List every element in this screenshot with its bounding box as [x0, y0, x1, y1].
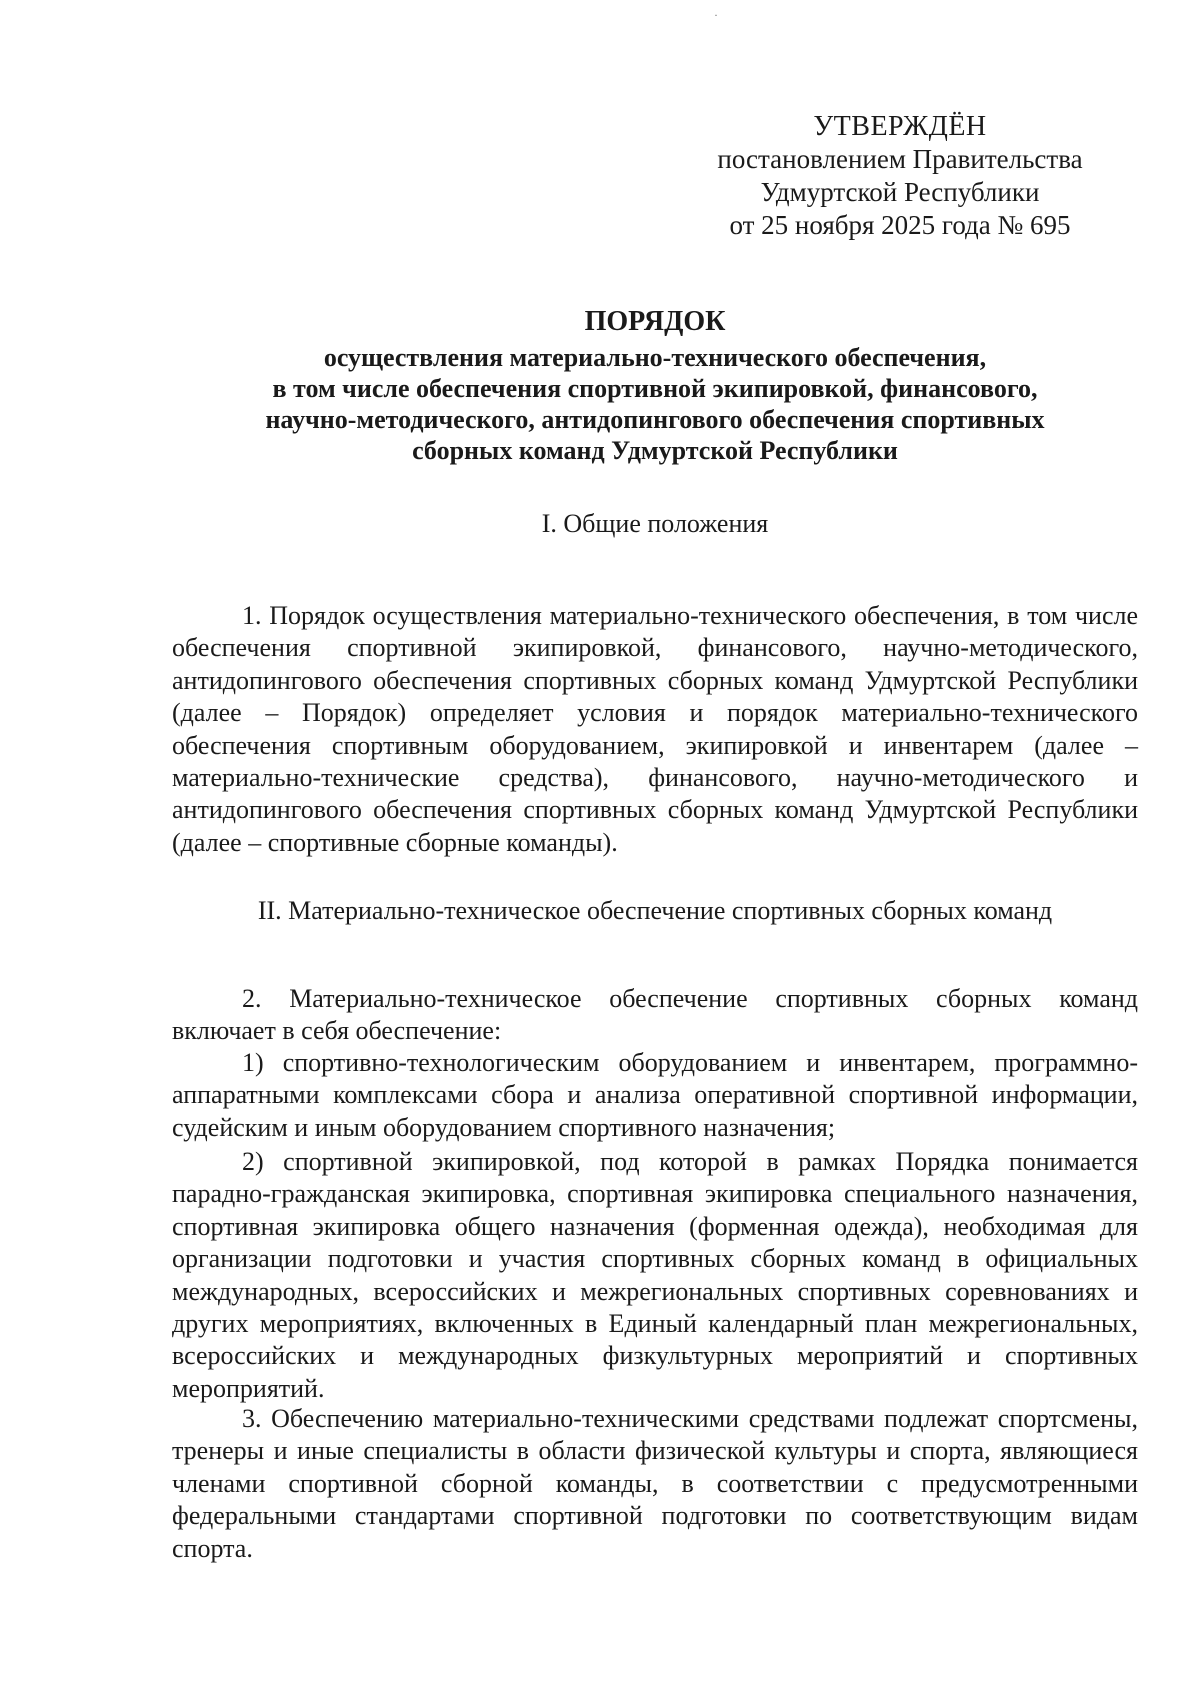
approval-heading: УТВЕРЖДЁН — [813, 111, 987, 142]
document-title-main: ПОРЯДОК — [584, 306, 726, 337]
paragraph-3: 3. Обеспечению материально-техническими средствами подлежат спортсмены, тренеры и иные специалисты в области физической культуры и спорта, являющиеся членами спортивной сборной команды, в соответствии с предусмотренными федеральными стандартами спортивной подготовки по соответствующим видам спорта. — [172, 1404, 1138, 1563]
scan-speck: · — [714, 8, 718, 22]
document-subtitle-line-1: осуществления материально-технического обеспечения, — [323, 343, 987, 372]
approval-line-1: постановлением Правительства — [717, 144, 1083, 174]
section-2-heading: II. Материально-техническое обеспечение спортивных сборных команд — [257, 896, 1053, 925]
section-1-heading: I. Общие положения — [541, 509, 769, 538]
document-title — [160, 306, 1150, 466]
document-subtitle-line-2: в том числе обеспечения спортивной экипировкой, финансового, — [272, 374, 1038, 403]
paragraph-2: 2. Материально-техническое обеспечение спортивных сборных команд включает в себя обеспечение: — [172, 984, 1138, 1046]
paragraph-1: 1. Порядок осуществления материально-технического обеспечения, в том числе обеспечения спортивной экипировкой, финансового, научно-методического, антидопингового обеспечения спортивных сборных команд Удмуртской Республики (далее – Порядок) определяет условия и порядок материально-технического обеспечения спортивным оборудованием, экипировкой и инвентарем (далее – материально-технические средства), финансового, научно-методического и антидопингового обеспечения спортивных сборных команд Удмуртской Республики (далее – спортивные сборные команды). — [172, 601, 1138, 857]
approval-line-3: от 25 ноября 2025 года № 695 — [729, 210, 1071, 240]
approval-line-2: Удмуртской Республики — [760, 177, 1040, 207]
document-subtitle-line-3: научно-методического, антидопингового обеспечения спортивных — [265, 405, 1045, 434]
document-subtitle-line-4: сборных команд Удмуртской Республики — [412, 436, 898, 465]
approval-stamp — [700, 110, 1100, 242]
paragraph-2-item-1: 1) спортивно-технологическим оборудованием и инвентарем, программно-аппаратными комплексами сбора и анализа оперативной спортивной информации, судейским и иным оборудованием спортивного назначения; — [172, 1048, 1138, 1142]
paragraph-2-item-2: 2) спортивной экипировкой, под которой в рамках Порядка понимается парадно-гражданская экипировка, спортивная экипировка специального назначения, спортивная экипировка общего назначения (форменная одежда), необходимая для организации подготовки и участия спортивных сборных команд в официальных международных, всероссийских и межрегиональных спортивных соревнованиях и других мероприятиях, включенных в Единый календарный план межрегиональных, всероссийских и международных физкультурных мероприятий и спортивных мероприятий. — [172, 1147, 1138, 1403]
